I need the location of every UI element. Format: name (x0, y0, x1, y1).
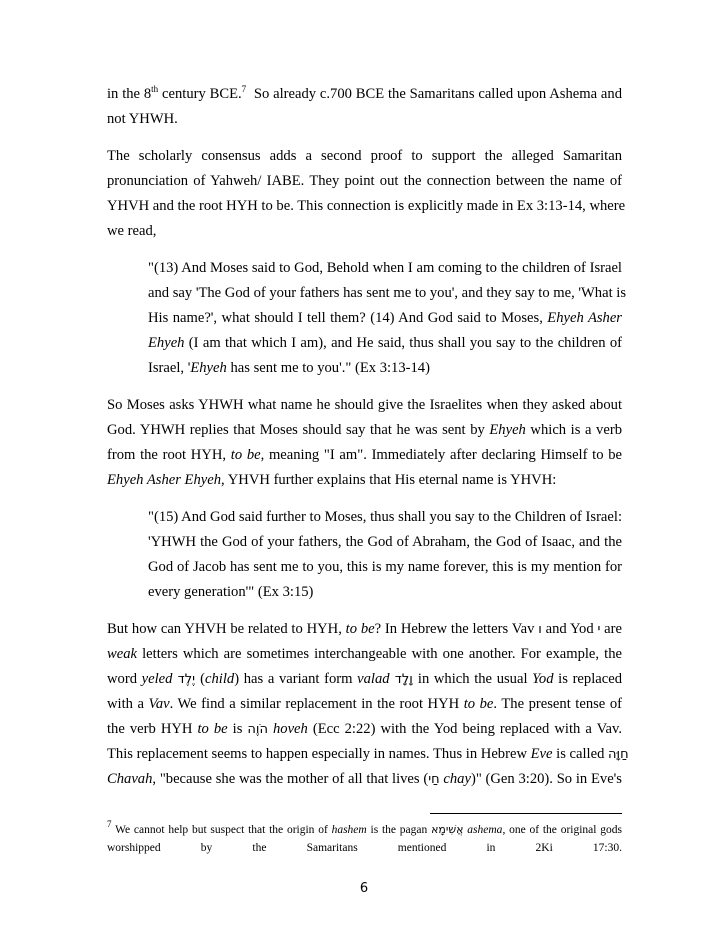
text-line: every generation'" (Ex 3:15) (148, 584, 314, 600)
text-line: we read, (107, 223, 157, 239)
ordinal-superscript: th (151, 84, 159, 94)
text-span: His name?', what should I tell them? (14) And God said to Moses, (148, 310, 548, 326)
text-line: 'YHWH the God of your fathers, the God of Abraham, the God of Isaac, and the (148, 534, 622, 550)
text-span: ? In Hebrew the letters Vav (374, 621, 539, 637)
hebrew-letter: ו (538, 622, 542, 637)
italic-term: Chavah (107, 771, 153, 787)
italic-term: Ehyeh (489, 422, 526, 438)
hebrew-word: אֲשִׁימָא (431, 823, 464, 836)
text-span: , one of the original gods (502, 824, 622, 836)
italic-term: to be (197, 721, 228, 737)
text-span: from the root HYH, (107, 447, 231, 463)
text-span: , meaning "I am". Immediately after declaring Himself to be (260, 447, 622, 463)
italic-term: to be (230, 447, 261, 463)
text-line (107, 82, 622, 107)
italic-term: Vav (148, 696, 170, 712)
text-span: the verb HYH (107, 721, 198, 737)
text-line: YHVH and the root HYH to be. This connection is explicitly made in Ex 3:13-14, where (107, 198, 626, 214)
text-span: (I am that which I am), and He said, thus shall you say to the children of (184, 335, 622, 351)
text-line (107, 667, 622, 692)
text-line (107, 418, 622, 443)
footnote-separator (430, 813, 622, 814)
footnote-number: 7 (107, 819, 112, 829)
footnote-reference[interactable]: 7 (241, 84, 247, 94)
text-span: in which the usual (417, 671, 533, 687)
text-span: letters which are sometimes interchangeable with one another. For example, the (137, 646, 622, 662)
text-line (107, 717, 622, 742)
italic-term: Ehyeh Asher (547, 310, 622, 326)
text-span: is the pagan (366, 824, 432, 836)
paragraph-1 (107, 82, 622, 132)
italic-term: Eve (530, 746, 553, 762)
hebrew-word: חַי (428, 772, 440, 787)
text-span: has sent me to you'." (Ex 3:13-14) (226, 360, 430, 376)
text-span: . We find a similar replacement in the root HYH (169, 696, 464, 712)
text-span: word (107, 671, 142, 687)
text-span: ) has a variant form (234, 671, 358, 687)
text-span: , YHVH further explains that His eternal name is YHVH: (221, 472, 557, 488)
text-span: is called (552, 746, 609, 762)
text-span: Israel, ' (148, 360, 191, 376)
text-span: century BCE. (158, 86, 242, 102)
paragraph-4 (107, 617, 629, 792)
italic-term: ashema (467, 824, 503, 836)
italic-term: Ehyeh Asher Ehyeh (107, 472, 222, 488)
text-span: are (600, 621, 622, 637)
hebrew-word: וָלָד (389, 672, 418, 687)
paragraph-2 (107, 144, 626, 244)
italic-term: Yod (532, 671, 554, 687)
text-line (107, 617, 622, 642)
text-span: and Yod (541, 621, 598, 637)
text-span: is (227, 721, 248, 737)
text-span: )" (Gen 3:20). So in Eve's (470, 771, 622, 787)
text-line: and say 'The God of your fathers has sent me to you', and they say to me, 'What is (148, 285, 627, 301)
text-line (107, 767, 622, 792)
text-span: with a (107, 696, 149, 712)
text-span: But how can YHVH be related to HYH, (107, 621, 346, 637)
italic-term: valad (357, 671, 390, 687)
text-span: is replaced (553, 671, 622, 687)
text-line: "(15) And God said further to Moses, thus shall you say to the Children of Israel: (148, 509, 622, 525)
text-line: The scholarly consensus adds a second proof to support the alleged Samaritan (107, 148, 622, 164)
italic-term: weak (107, 646, 137, 662)
italic-term: chay (443, 771, 471, 787)
text-line: worshipped by the Samaritans mentioned in 2Ki 17:30. (107, 842, 622, 854)
italic-term: to be (463, 696, 494, 712)
text-line (107, 468, 622, 493)
italic-term: child (205, 671, 235, 687)
text-span: This replacement seems to happen especially in names. Thus in Hebrew (107, 746, 531, 762)
page-body (107, 82, 629, 804)
text-span: which is a verb (525, 422, 622, 438)
text-line: pronunciation of Yahweh/ IABE. They point out the connection between the name of (107, 173, 622, 189)
italic-term: hashem (331, 824, 367, 836)
hebrew-word: הֹוֶה (247, 722, 268, 737)
italic-term: to be (345, 621, 375, 637)
text-line (148, 331, 622, 356)
text-line (107, 692, 622, 717)
text-span: God. YHWH replies that Moses should say that he was sent by (107, 422, 490, 438)
text-line (107, 821, 622, 839)
text-line (107, 742, 629, 767)
text-span: in the 8 (107, 86, 152, 102)
italic-term: Ehyeh (190, 360, 227, 376)
block-quote-2 (148, 505, 622, 605)
text-line: not YHWH. (107, 111, 178, 127)
hebrew-word: יֶלֶד (172, 672, 201, 687)
text-line: So Moses asks YHWH what name he should give the Israelites when they asked about (107, 397, 622, 413)
text-span: , "because she was the mother of all that lives ( (152, 771, 429, 787)
italic-term: yeled (141, 671, 173, 687)
text-span: We cannot help but suspect that the origin of (111, 824, 332, 836)
text-span: . The present tense of (493, 696, 622, 712)
text-span: ( (200, 671, 206, 687)
hebrew-letter: י (597, 622, 601, 637)
footnote-7 (107, 821, 622, 857)
italic-term: hoveh (272, 721, 308, 737)
text-line (107, 443, 622, 468)
hebrew-word: חַוָּה (608, 747, 629, 762)
text-span: (Ecc 2:22) with the Yod being replaced with a Vav. (307, 721, 622, 737)
text-span: So already c.700 BCE the Samaritans called upon Ashema and (246, 86, 622, 102)
text-line: "(13) And Moses said to God, Behold when I am coming to the children of Israel (148, 260, 622, 276)
block-quote-1 (148, 256, 627, 381)
text-line (107, 642, 622, 667)
paragraph-3 (107, 393, 622, 493)
page-number: 6 (359, 881, 369, 896)
text-line (148, 356, 622, 381)
italic-term: Ehyeh (148, 335, 185, 351)
text-line (148, 306, 622, 331)
text-line: God of Jacob has sent me to you, this is my name forever, this is my mention for (148, 559, 622, 575)
